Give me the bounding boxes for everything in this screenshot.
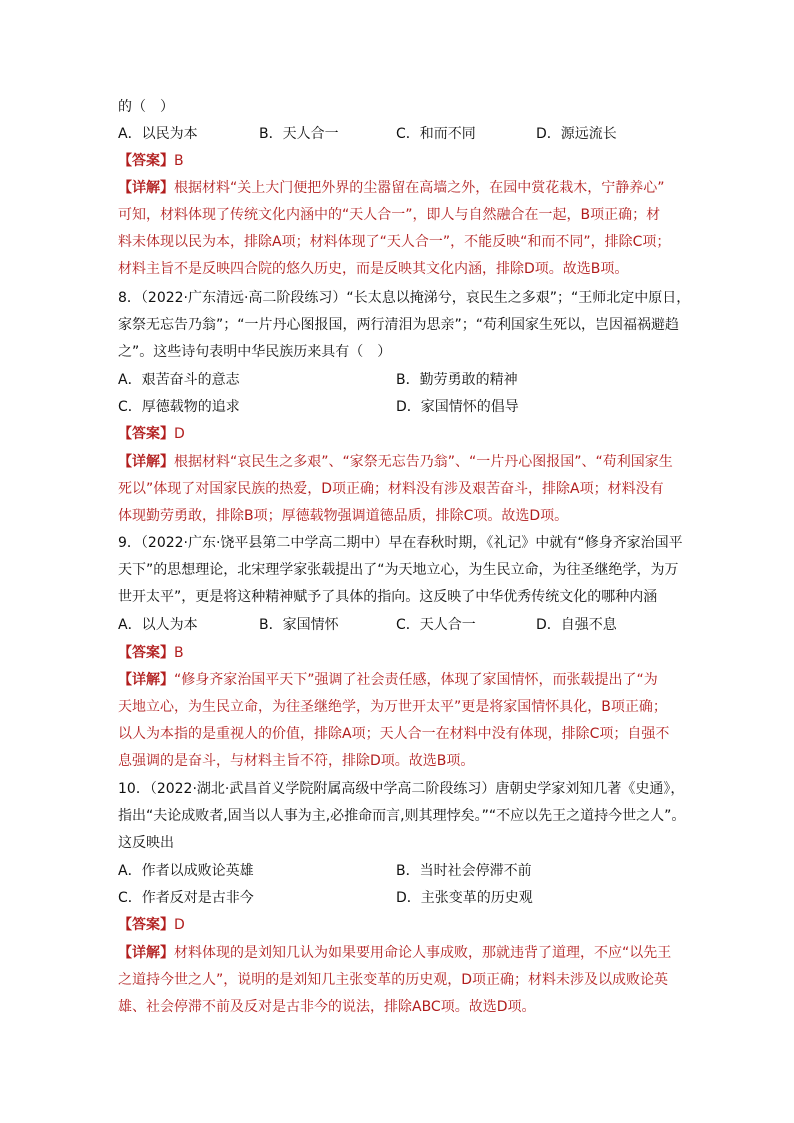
answer-label: 【答案】 xyxy=(118,426,174,442)
q10-option-d: D．主张变革的历史观 xyxy=(396,890,533,906)
answer-value: B xyxy=(174,645,184,661)
q7-option-c: C．和而不同 xyxy=(396,126,476,142)
q7-option-b: B．天人合一 xyxy=(259,126,339,142)
q8-detail-line-1 xyxy=(118,452,673,472)
q10-option-c: C．作者反对是古非今 xyxy=(118,890,254,906)
q10-detail-line-1 xyxy=(118,943,671,963)
q10-answer xyxy=(118,915,185,935)
q9-answer xyxy=(118,643,184,663)
q10-detail-line-3: 雄、社会停滞不前及反对是古非今的说法，排除ABC项。故选D项。 xyxy=(118,999,536,1015)
q7-detail-line-4: 材料主旨不是反映四合院的悠久历史，而是反映其文化内涵，排除D项。故选B项。 xyxy=(118,261,629,277)
q8-answer xyxy=(118,424,185,444)
q9-detail-line-1 xyxy=(118,670,658,690)
q9-stem-line-1: 9．（2022·广东·饶平县第二中学高二期中）早在春秋时期，《礼记》中就有“修身齐家治国平 xyxy=(118,535,683,551)
q8-option-c: C．厚德载物的追求 xyxy=(118,399,240,415)
q9-option-d: D．自强不息 xyxy=(536,617,617,633)
q9-option-a: A．以人为本 xyxy=(118,617,198,633)
detail-label: 【详解】 xyxy=(118,180,174,196)
detail-text: 材料体现的是刘知几认为如果要用命论人事成败，那就违背了道理，不应“以先王 xyxy=(174,945,672,961)
answer-value: D xyxy=(174,426,185,442)
q9-stem-line-2: 天下”的思想理论，北宋理学家张载提出了“为天地立心，为生民立命，为往圣继绝学，为万 xyxy=(118,562,679,578)
q8-option-d: D．家国情怀的倡导 xyxy=(396,399,519,415)
q10-stem-line-3: 这反映出 xyxy=(118,835,174,851)
detail-text: “修身齐家治国平天下”强调了社会责任感，体现了家国情怀，而张载提出了“为 xyxy=(174,672,658,688)
q8-detail-line-3: 体现勤劳勇敢，排除B项；厚德载物强调道德品质，排除C项。故选D项。 xyxy=(118,508,569,524)
detail-text: 根据材料“关上大门便把外界的尘嚣留在高墙之外，在园中赏花栽木，宁静养心” xyxy=(174,180,665,196)
detail-label: 【详解】 xyxy=(118,454,174,470)
detail-label: 【详解】 xyxy=(118,945,174,961)
q7-answer xyxy=(118,151,184,171)
answer-label: 【答案】 xyxy=(118,153,174,169)
q7-option-a: A．以民为本 xyxy=(118,126,198,142)
q9-stem-line-3: 世开太平”，更是将这种精神赋予了具体的指向。这反映了中华优秀传统文化的哪种内涵 xyxy=(118,589,658,605)
q8-option-b: B．勤劳勇敢的精神 xyxy=(396,372,518,388)
q8-stem-line-1: 8．（2022·广东清远·高二阶段练习）“长太息以掩涕兮，哀民生之多艰”；“王师北定中原日， xyxy=(118,290,691,306)
q7-detail-line-2: 可知，材料体现了传统文化内涵中的“天人合一”，即人与自然融合在一起，B项正确；材 xyxy=(118,207,661,223)
q9-detail-line-3: 以人为本指的是重视人的价值，排除A项；天人合一在材料中没有体现，排除C项；自强不 xyxy=(118,726,670,742)
q8-stem-line-2: 家祭无忘告乃翁”；“一片丹心图报国，两行清泪为思亲”；“苟利国家生死以，岂因福祸避趋 xyxy=(118,317,680,333)
answer-value: B xyxy=(174,153,184,169)
q9-option-b: B．家国情怀 xyxy=(259,617,339,633)
detail-text: 根据材料“哀民生之多艰”、“家祭无忘告乃翁”、“一片丹心图报国”、“苟利国家生 xyxy=(174,454,673,470)
q7-detail-line-1 xyxy=(118,178,665,198)
answer-label: 【答案】 xyxy=(118,645,174,661)
q10-stem-line-2: 指出“夫论成败者,固当以人事为主,必推命而言,则其理悖矣。”“不应以先王之道持今世之人”。 xyxy=(118,808,686,824)
q9-detail-line-4: 息强调的是奋斗，与材料主旨不符，排除D项。故选B项。 xyxy=(118,753,475,769)
q10-option-a: A．作者以成败论英雄 xyxy=(118,863,254,879)
q8-detail-line-2: 死以”体现了对国家民族的热爱，D项正确；材料没有涉及艰苦奋斗，排除A项；材料没有 xyxy=(118,481,664,497)
q10-stem-line-1: 10．（2022·湖北·武昌首义学院附属高级中学高二阶段练习）唐朝史学家刘知几著《史通》， xyxy=(118,781,685,797)
answer-label: 【答案】 xyxy=(118,917,174,933)
q8-option-a: A．艰苦奋斗的意志 xyxy=(118,372,240,388)
answer-value: D xyxy=(174,917,185,933)
q10-detail-line-2: 之道持今世之人”，说明的是刘知几主张变革的历史观，D项正确；材料未涉及以成败论英 xyxy=(118,972,669,988)
q7-detail-line-3: 料未体现以民为本，排除A项；材料体现了“天人合一”，不能反映“和而不同”，排除C项； xyxy=(118,234,671,250)
q8-stem-line-3: 之”。这些诗句表明中华民族历来具有（ ） xyxy=(118,344,392,360)
detail-label: 【详解】 xyxy=(118,672,174,688)
q7-stem-tail: 的（ ） xyxy=(118,99,174,115)
q10-option-b: B．当时社会停滞不前 xyxy=(396,863,532,879)
q9-detail-line-2: 天地立心，为生民立命，为往圣继绝学，为万世开太平”更是将家国情怀具化，B项正确； xyxy=(118,699,667,715)
q9-option-c: C．天人合一 xyxy=(396,617,476,633)
q7-option-d: D．源远流长 xyxy=(536,126,617,142)
